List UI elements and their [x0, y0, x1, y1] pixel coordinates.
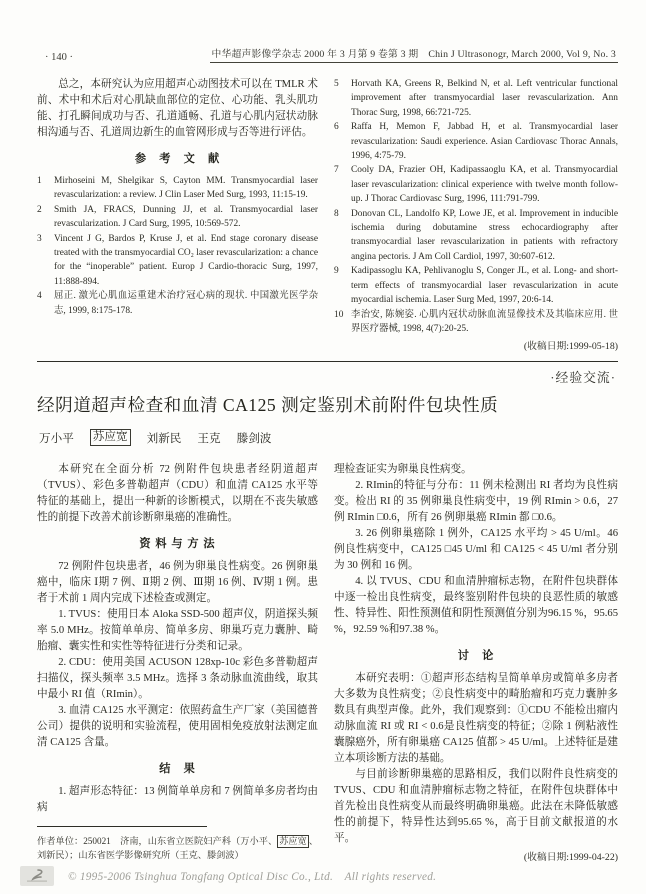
author-line: [39, 429, 618, 445]
discussion-paragraph-1: 与目前诊断卵巢癌的思路相反，我们以附件良性病变的 TVUS、CDU 和血清肿瘤标志物之特征，在附件包块群体中首先检出良性病变从而最终明确卵巢癌。此法在未降低敏感性的前提下，特异性达到95.65 %，高于目前文献报道的水平。: [334, 768, 618, 844]
methods-paragraph-2: 2. CDU：使用美国 ACUSON 128xp-10c 彩色多普勒超声扫描仪，探头频率 3.5 MHz。选择 3 条动脉血流曲线，取其中最小 RI 值（RImin）。: [37, 656, 318, 700]
reference-text: 李治安, 陈婉姿. 心肌内冠状动脉血流显像技术及其临床应用. 世界医疗器械, 1998, 4(7):20-25.: [351, 309, 618, 334]
author-name: 万小平: [39, 431, 74, 445]
footnote-text: [37, 835, 318, 863]
references-heading: 参 考 文 献: [134, 153, 221, 165]
reference-text: Cooly DA, Frazier OH, Kadipassaoglu KA, et al. Transmyocardial laser revascularization: clinical experience with twelve month follow-up. J Thorac Cardiovasc Surg, 1996, 111:791-799.: [351, 165, 618, 205]
author-name-deceased: 苏应宽: [90, 429, 131, 445]
results-paragraph-continuation: 理检查证实为卵巢良性病变。: [334, 463, 472, 475]
references-list-right: [334, 77, 618, 336]
results-heading: 结 果: [159, 762, 196, 775]
reference-item: [334, 77, 618, 120]
reference-number: 10: [334, 309, 344, 320]
reference-text: Vincent J G, Bardos P, Kruse J, et al. End stage coronary disease treated with the transmyocardial CO₂ laser revascularization: a chance for the “inoperable” patient. Europ J Cardio-thoracic Surg, 1997, 11:888-894.: [54, 233, 318, 287]
article1-closing-paragraph: 总之，本研究认为应用超声心动图技术可以在 TMLR 术前、术中和术后对心肌缺血部位的定位、心功能、乳头肌功能、打孔瞬间成功与否、孔道通畅、孔道与心肌内冠状动脉相沟通与否、孔道周边新生的血管网形成与否等进行评估。: [37, 79, 318, 138]
journal-header-line: 中华超声影像学杂志 2000 年 3 月第 9 卷第 3 期 Chin J Ultrasonogr, March 2000, Vol 9, No. 3: [210, 46, 618, 63]
reference-number: 8: [334, 208, 339, 219]
discussion-heading: 讨 论: [457, 649, 495, 662]
reference-number: 1: [37, 176, 42, 186]
reference-item: [37, 232, 318, 290]
reference-number: 3: [37, 233, 42, 244]
reference-text: Mirhoseini M, Shelgikar S, Cayton MM. Transmyocardial laser revascularization: a review. J Clin Laser Med Surg, 1993, 11:15-19.: [54, 176, 318, 201]
article1-body: [37, 77, 618, 352]
article2-body: [37, 462, 618, 863]
reference-text: Donovan CL, Landolfo KP, Lowe JE, et al. Improvement in inducible ischemia during dobutamine stress echocardiography after transmyocardial laser revascularization in patients with refractory angina pectoris. J Am Coll Cardiol, 1997, 30:607-612.: [351, 208, 618, 262]
page-number: · 140 ·: [45, 52, 73, 63]
reference-text: Kadipassoglu KA, Pehlivanoglu S, Conger JL, et al. Long- and short-term effects of transmyocardial laser revascularization in acute myocardial ischemia. Laser Surg Med, 1997, 20:6-14.: [351, 266, 618, 306]
reference-item: [37, 203, 318, 232]
reference-number: 4: [37, 291, 42, 302]
reference-number: 6: [334, 122, 339, 133]
discussion-paragraph-0: 本研究表明：①超声形态结构呈简单单房或简单多房者大多数为良性病变；②良性病变中的畸胎瘤和巧克力囊肿多数具有典型声像。此外，我们观察到：①CDU 不能检出瘤内动脉血流 RI 或 RI < 0.6是良性病变的特征；②除 1 例粘液性囊腺癌外，所有卵巢癌 CA125 值都 > 45 U/ml。上述特征是建立本项诊断方法的基础。: [334, 672, 618, 764]
reference-item: [334, 264, 618, 307]
intro-paragraph: 本研究在全面分析 72 例附件包块患者经阴道超声（TVUS）、彩色多普勒超声（CDU）和血清 CA125 水平等特征的基础上，提出一种新的诊断模式，以期在不丧失敏感性的前提下改善术前诊断卵巢癌的准确性。: [37, 463, 318, 523]
reference-item: [334, 207, 618, 265]
results-paragraph-2: 3. 26 例卵巢癌除 1 例外，CA125 水平均 > 45 U/ml。46 例良性病变中，CA125 □45 U/ml 和 CA125 < 45 U/ml 者分别为 30 例和 16 例。: [334, 527, 618, 571]
methods-paragraph-0: 72 例附件包块患者，46 例为卵巢良性病变。26 例卵巢癌中，临床 Ⅰ期 7 例、Ⅱ期 2 例、Ⅲ期 16 例、Ⅳ期 1 例。患者于术前 1 周内完成下述检查或测定。: [37, 560, 318, 604]
page-footer: [20, 866, 618, 886]
reference-item: [37, 174, 318, 203]
article2-right-column: [334, 462, 618, 863]
footnote-part2: 、刘新民）；山东省医学影像研究所（王克、滕剑波）: [37, 835, 319, 860]
results-paragraph-1: 2. RImin的特征与分布：11 例未检测出 RI 者均为良性病变。检出 RI 的 35 例卵巢良性病变中，19 例 RImin > 0.6，27 例 RImin □0.6，所有 26 例卵巢癌 RImin 都 □0.6。: [334, 479, 618, 523]
reference-number: 2: [37, 204, 42, 215]
tongfang-publisher-logo: [20, 866, 54, 886]
footnote-part1: 作者单位：250021 济南，山东省立医院妇产科（万小平、: [37, 835, 278, 846]
copyright-text: © 1995-2006 Tsinghua Tongfang Optical Disc Co., Ltd. All rights reserved.: [68, 871, 437, 883]
article-divider-rule: [37, 361, 618, 362]
methods-paragraph-1: 1. TVUS：使用日本 Aloka SSD-500 超声仪，阴道探头频率 5.0 MHz。按简单单房、简单多房、卵巢巧克力囊肿、畸胎瘤、囊实性和实性等特征进行分类和记录。: [37, 608, 318, 652]
received-date-article2: (收稿日期:1999-04-22): [523, 851, 618, 863]
author-name: 王克: [197, 431, 221, 445]
article2-left-column: [37, 462, 318, 863]
results-paragraph-left: 1. 超声形态特征：13 例简单单房和 7 例简单多房者均由病: [37, 785, 318, 813]
reference-item: [334, 163, 618, 206]
reference-text: Smith JA, FRACS, Dunning JJ, et al. Transmyocardial laser revascularization. J Card Surg, 1995, 10:569-572.: [54, 204, 318, 230]
references-list-left: [37, 174, 318, 318]
reference-text: Horvath KA, Greens R, Belkind N, et al. Left ventricular functional improvement after transmyocardial laser revascularization. Ann Thorac Surg, 1998, 66:721-725.: [351, 79, 618, 118]
received-date-article1: (收稿日期:1999-05-18): [523, 341, 618, 353]
reference-number: 9: [334, 266, 339, 277]
footnote-rule: [37, 826, 207, 827]
article1-right-column: [334, 77, 618, 352]
author-affiliation-footnote: [37, 826, 318, 863]
footnote-deceased-author: 苏应宽: [277, 835, 309, 849]
author-name: 滕剑波: [236, 431, 272, 445]
author-name: 刘新民: [146, 431, 182, 445]
reference-number: 5: [334, 79, 339, 89]
results-paragraph-3: 4. 以 TVUS、CDU 和血清肿瘤标志物，在附件包块群体中逐一检出良性病变，最终鉴别附件包块的良恶性质的敏感性、特异性、阳性预测值和阴性预测值分别为96.15 %，95.65 %，92.59 %和97.38 %。: [334, 575, 618, 635]
page-header: [37, 46, 618, 63]
reference-item: [334, 120, 618, 163]
section-label: ·经验交流·: [550, 371, 616, 386]
logo-swoosh-icon: [24, 868, 50, 884]
reference-item: [37, 289, 318, 318]
reference-item: [334, 308, 618, 337]
methods-paragraph-3: 3. 血清 CA125 水平测定：依照药盒生产厂家（美国德普公司）提供的说明和实验流程，使用固相免疫放射法测定血清 CA125 含量。: [37, 704, 318, 748]
reference-text: Raffa H, Memon F, Jabbad H, et al. Transmyocardial laser revascularization: Saudi experience. Asian Cardiovasc Thorac Annals, 1996, 4:75-79.: [351, 122, 618, 162]
reference-text: 屈正. 激光心肌血运重建术治疗冠心病的现状. 中国激光医学杂志, 1999, 8:175-178.: [54, 291, 318, 316]
methods-heading: 资 料 与 方 法: [139, 537, 216, 550]
article-title: 经阴道超声检查和血清 CA125 测定鉴别术前附件包块性质: [37, 395, 499, 416]
reference-number: 7: [334, 165, 339, 176]
article1-left-column: [37, 77, 318, 352]
